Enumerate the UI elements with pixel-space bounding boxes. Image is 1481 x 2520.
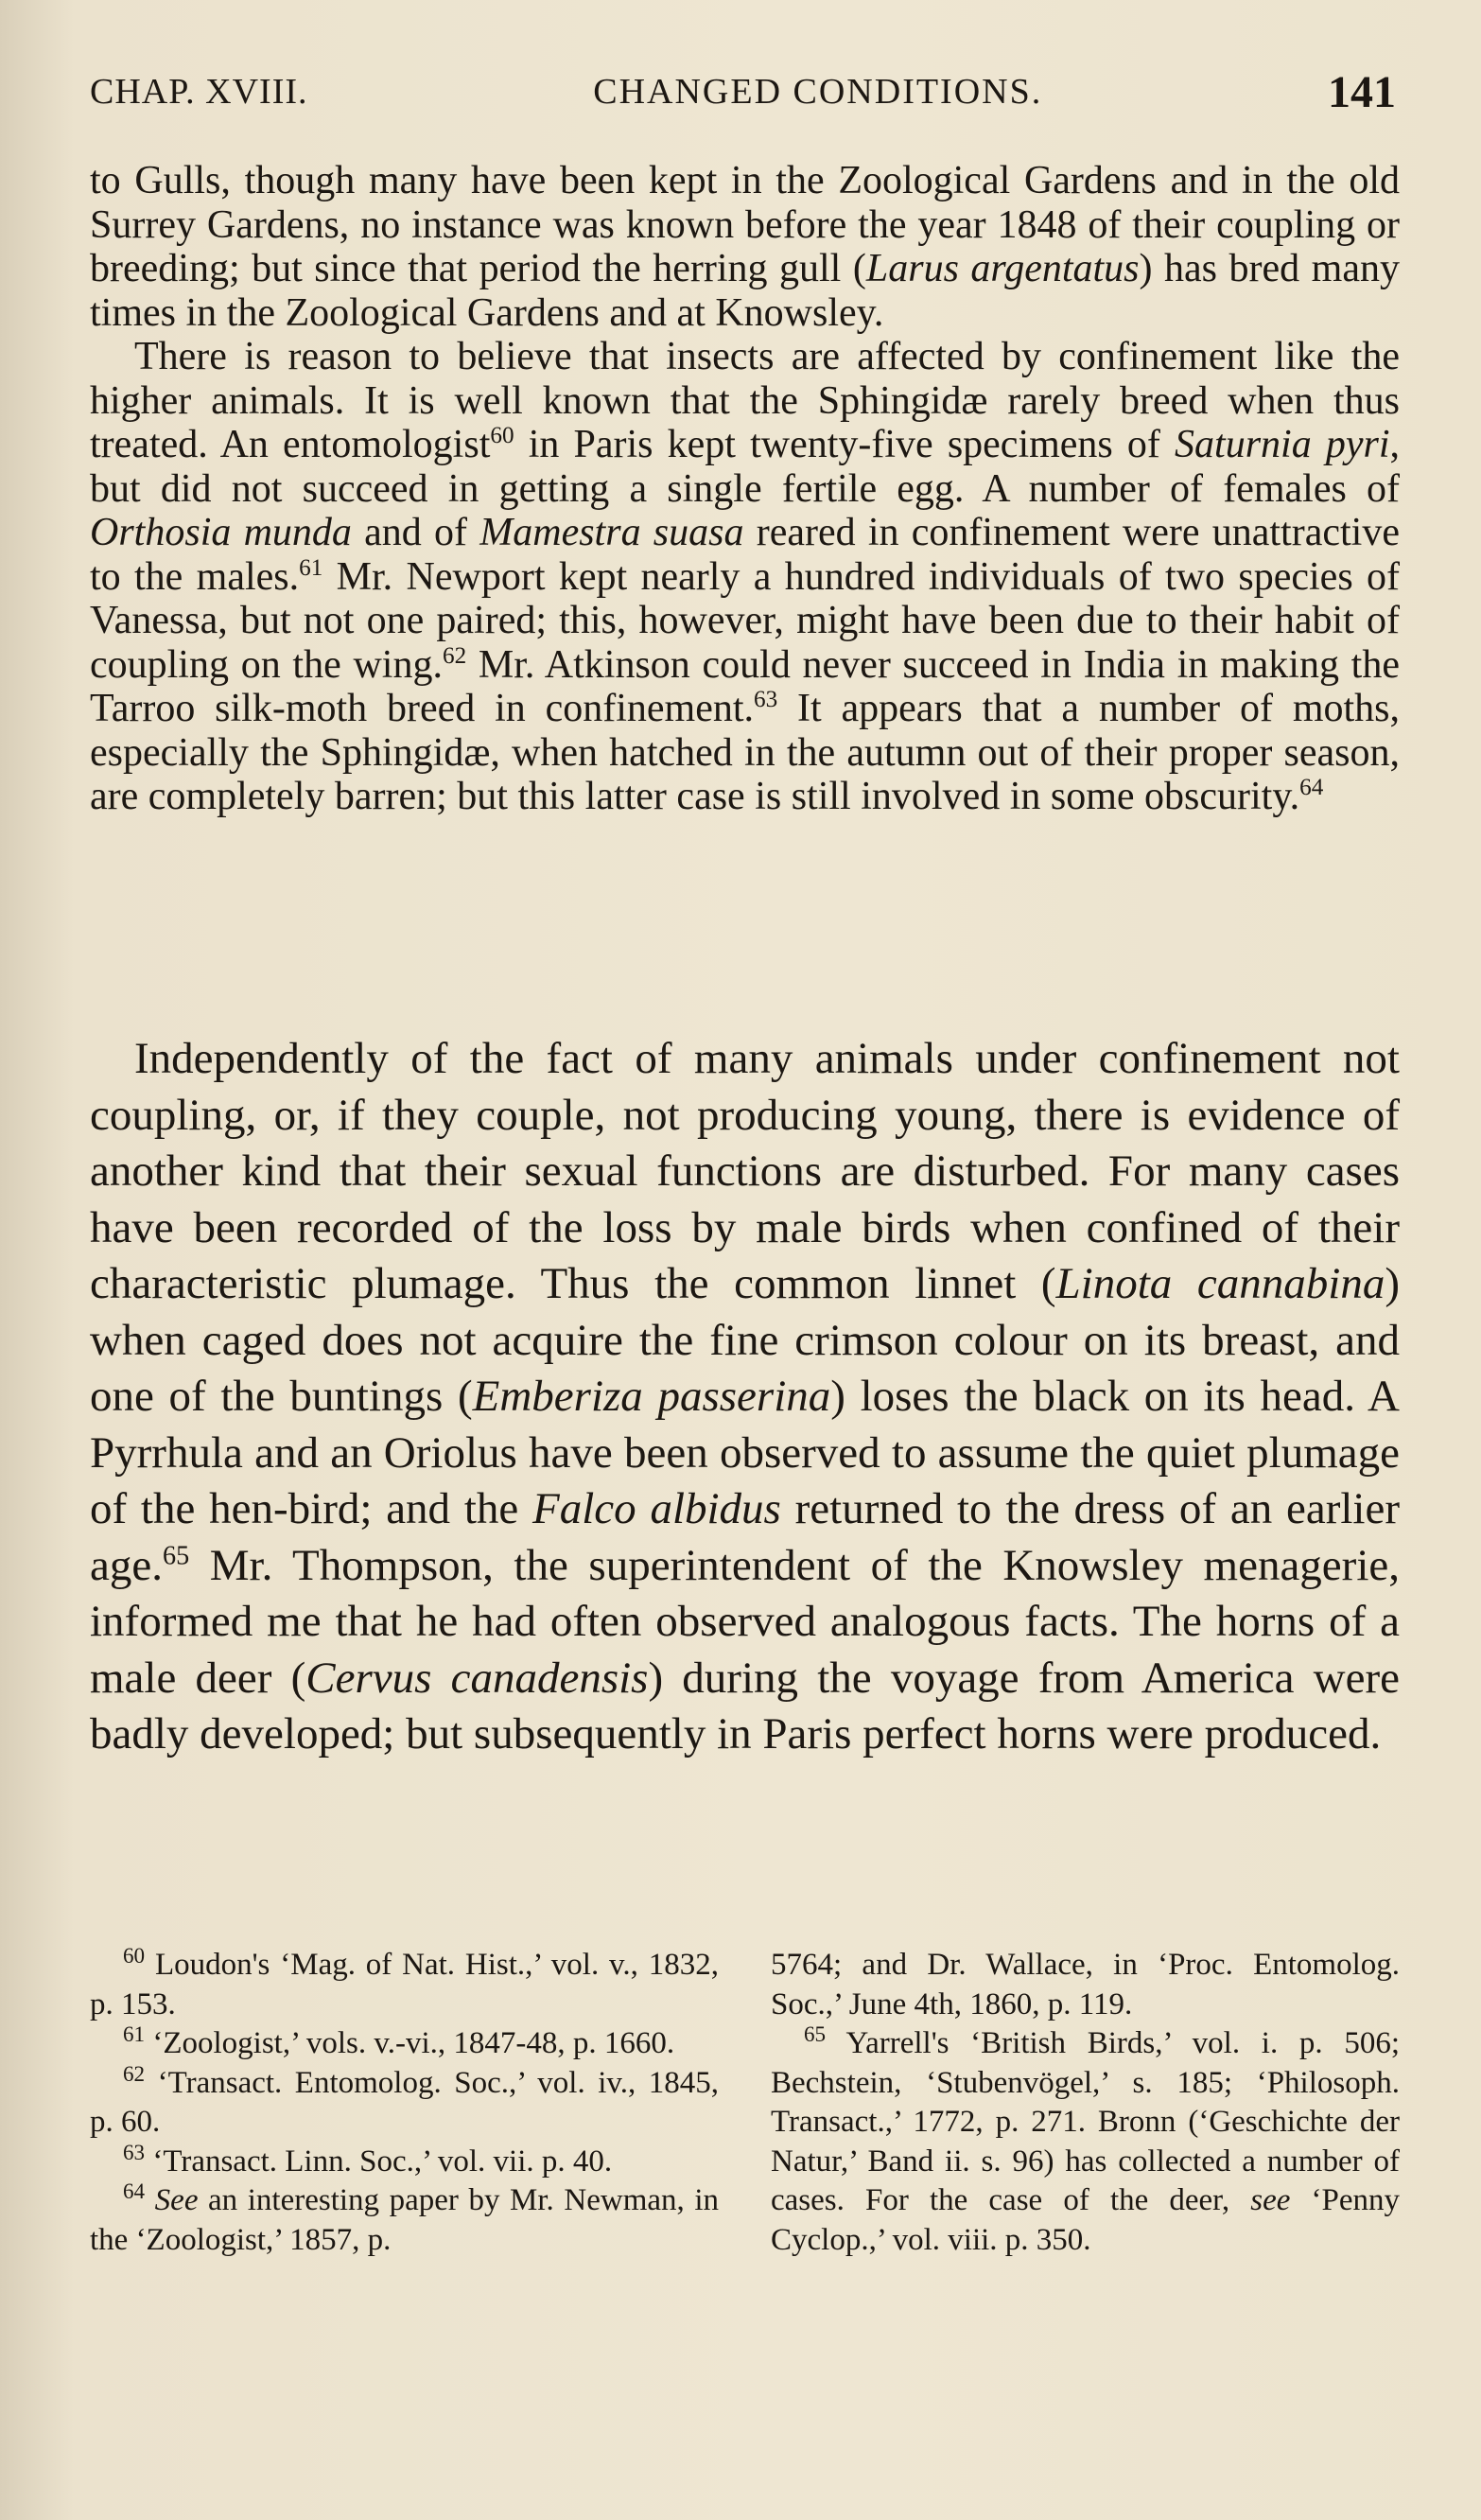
footnote-64: $^{64}$ See an interesting paper by Mr. Newman, in the ‘Zoologist,’ 1857, p. xyxy=(90,2179,719,2257)
footnote-ref-64: 64 xyxy=(1299,775,1324,800)
footnote-ref-62: 62 xyxy=(442,642,467,669)
running-header xyxy=(90,59,1396,125)
small-type-section xyxy=(90,159,1400,819)
footnote-64-continued: 5764; and Dr. Wallace, in ‘Proc. Entomolog. Soc.,’ June 4th, 1860, p. 119. xyxy=(771,1948,1400,2021)
footnote-ref-63: 63 xyxy=(754,687,778,712)
footnote-62: $^{62}$ ‘Transact. Entomolog. Soc.,’ vol. iv., 1845, p. 60. xyxy=(90,2060,719,2139)
paragraph-insects: There is reason to believe that insects are affected by confinement like the higher animals. It is well known that the Sphingidæ rarely breed when thus treated. An entomologist$^{60}$ in Paris kept twenty-five specimens of Saturnia pyri, but did not succeed in getting a single fertile egg. A number of females of Orthosia munda and of Mamestra suasa reared in confinement were unattractive to the males.$^{61}$ Mr. Newport kept nearly a hundred individuals of two species of Vanessa, but not one paired; this, however, might have been due to their habit of coupling on the wing.$^{62}$ Mr. Atkinson could never succeed in India in making the Tarroo silk-moth breed in confinement.$^{63}$ It appears that a number of moths, especially the Sphingidæ, when hatched in the autumn out of their proper season, are completely barren; but this latter case is still involved in some obscurity.$^{64}$ xyxy=(90,335,1401,818)
footnote-60: $^{60}$ Loudon's ‘Mag. of Nat. Hist.,’ vol. v., 1832, p. 153. xyxy=(90,1943,719,2021)
footnote-ref-65: 65 xyxy=(162,1540,190,1570)
footnote-ref-60: 60 xyxy=(490,423,514,448)
footnote-ref-61: 61 xyxy=(299,554,323,581)
large-type-section xyxy=(90,1031,1400,1763)
chapter-label: CHAP. XVIII. xyxy=(90,72,308,112)
footnotes xyxy=(90,1943,1400,2260)
paragraph-gulls: to Gulls, though many have been kept in the Zoological Gardens and in the old Surrey Gardens, no instance was known before the year 1848 of their coupling or breeding; but since that period the herring gull (Larus argentatus) has bred many times in the Zoological Gardens and at Knowsley. xyxy=(90,159,1400,335)
running-title: CHANGED CONDITIONS. xyxy=(593,72,1043,112)
footnotes-left-column xyxy=(90,1943,719,2260)
footnote-63: $^{63}$ ‘Transact. Linn. Soc.,’ vol. vii. p. 40. xyxy=(123,2139,613,2179)
paragraph-sexual-functions: Independently of the fact of many animals under confinement not coupling, or, if they couple, not producing young, there is evidence of another kind that their sexual functions are disturbed. For many cases have been recorded of the loss by male birds when confined of their characteristic plumage. Thus the common linnet (Linota cannabina) when caged does not acquire the fine crimson colour on its breast, and one of the buntings (Emberiza passerina) loses the black on its head. A Pyrrhula and an Oriolus have been observed to assume the quiet plumage of the hen-bird; and the Falco albidus returned to the dress of an earlier age.$^{65}$ Mr. Thompson, the superintendent of the Knowsley menagerie, informed me that he had often observed analogous facts. The horns of a male deer (Cervus canadensis) during the voyage from America were badly developed; but subsequently in Paris perfect horns were produced. xyxy=(90,1034,1400,1759)
footnote-65: $^{65}$ Yarrell's ‘British Birds,’ vol. i. p. 506; Bechstein, ‘Stubenvögel,’ s. 185; ‘Philosoph. Transact.,’ 1772, p. 271. Bronn (‘Geschichte der Natur,’ Band ii. s. 96) has collected a number of cases. For the case of the deer, see ‘Penny Cyclop.,’ vol. viii. p. 350. xyxy=(771,2021,1400,2257)
footnote-61: $^{61}$ ‘Zoologist,’ vols. v.-vi., 1847-48, p. 1660. xyxy=(123,2021,675,2060)
footnotes-right-column xyxy=(771,1946,1400,2260)
page-number: 141 xyxy=(1327,66,1396,117)
